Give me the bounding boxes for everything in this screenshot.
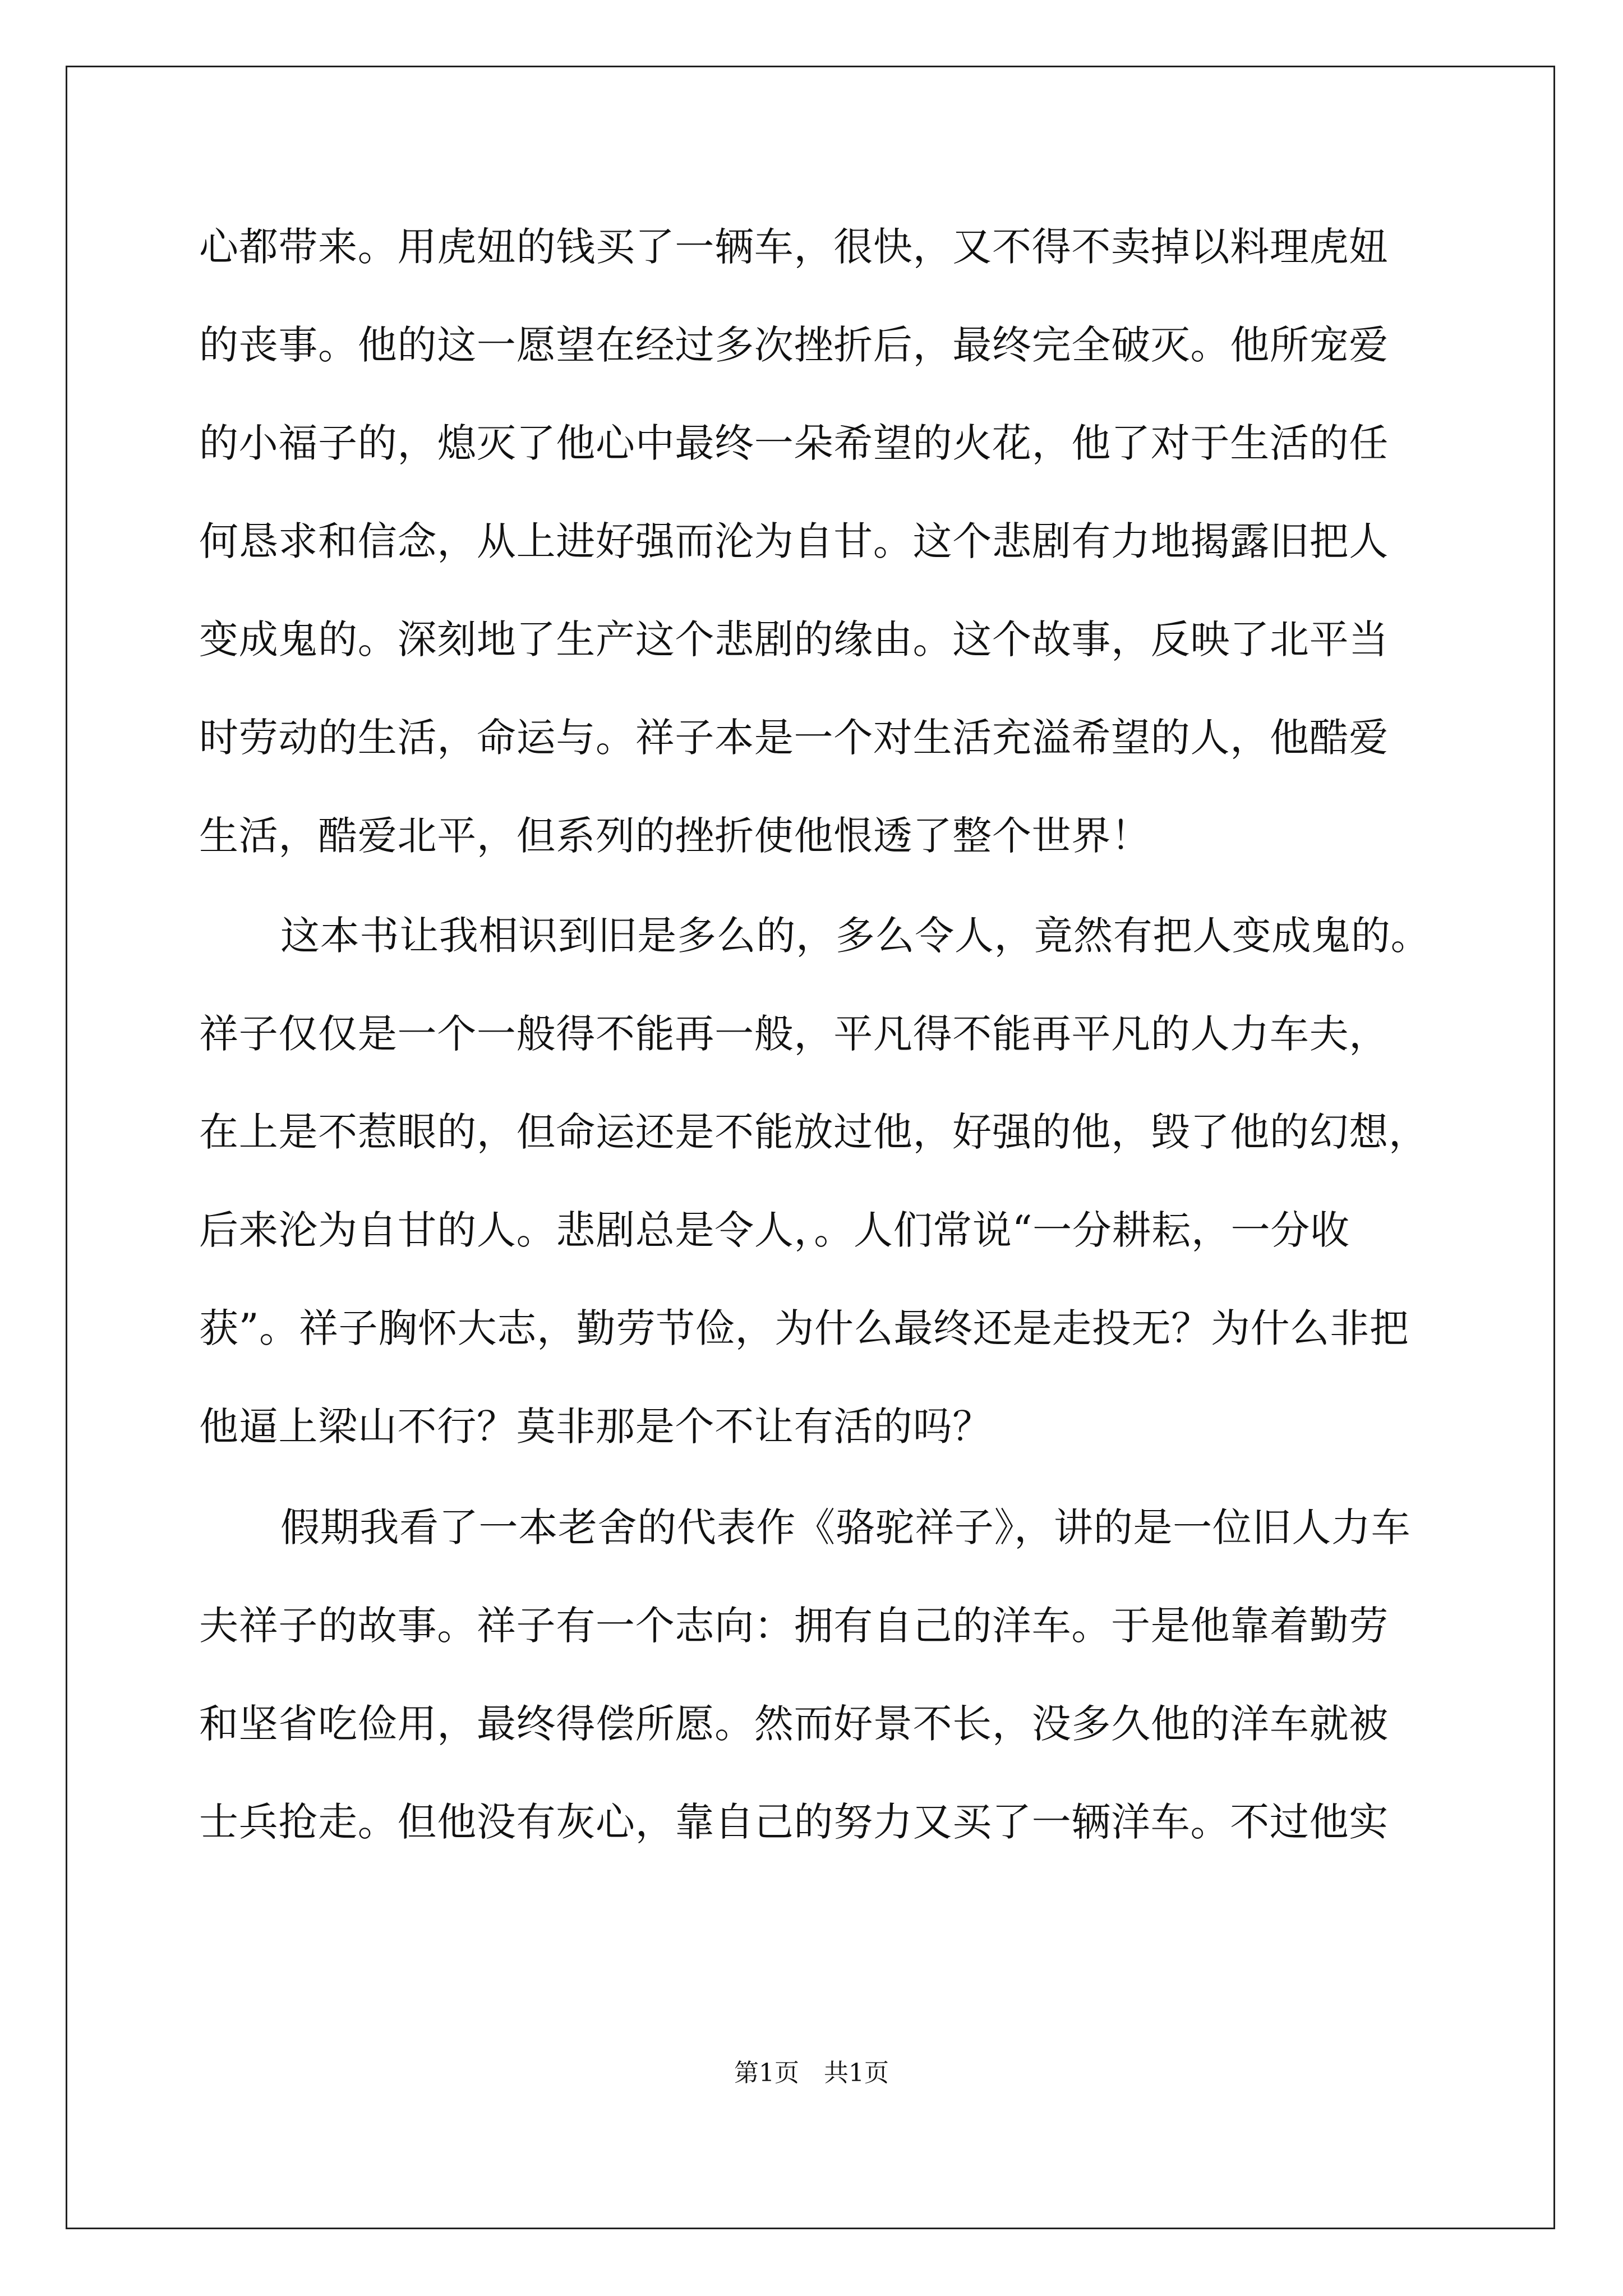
- body-text-line: 后来沦为自甘的人。悲剧总是令人，。人们常说“一分耕耘，一分收: [199, 1207, 1350, 1253]
- paragraph-first-line: 这本书让我相识到旧是多么的，多么令人，竟然有把人变成鬼的。: [280, 913, 1431, 959]
- body-text-line: 在上是不惹眼的，但命运还是不能放过他，好强的他，毁了他的幻想，: [199, 1109, 1428, 1155]
- body-text-line: 他逼上梁山不行？莫非那是个不让有活的吗？: [199, 1404, 992, 1450]
- body-text-line: 时劳动的生活，命运与。祥子本是一个对生活充溢希望的人，他酷爱: [199, 715, 1389, 761]
- body-text-line: 变成鬼的。深刻地了生产这个悲剧的缘由。这个故事，反映了北平当: [199, 616, 1389, 662]
- page-number: 第1页 共1页: [734, 2059, 889, 2087]
- body-text-line: 生活，酷爱北平，但系列的挫折使他恨透了整个世界！: [199, 813, 1151, 859]
- paragraph-first-line: 假期我看了一本老舍的代表作《骆驼祥子》，讲的是一位旧人力车: [280, 1504, 1411, 1550]
- body-text-line: 的小福子的，熄灭了他心中最终一朵希望的火花，他了对于生活的任: [199, 420, 1389, 466]
- body-text-line: 何恳求和信念，从上进好强而沦为自甘。这个悲剧有力地揭露旧把人: [199, 518, 1389, 564]
- body-text-line: 心都带来。用虎妞的钱买了一辆车，很快，又不得不卖掉以料理虎妞: [199, 224, 1389, 270]
- body-text-line: 和坚省吃俭用，最终得偿所愿。然而好景不长，没多久他的洋车就被: [199, 1701, 1389, 1747]
- body-text-line: 祥子仅仅是一个一般得不能再一般，平凡得不能再平凡的人力车夫，: [199, 1011, 1389, 1057]
- body-text-line: 获”。祥子胸怀大志，勤劳节俭，为什么最终还是走投无？为什么非把: [199, 1305, 1409, 1351]
- body-text-line: 的丧事。他的这一愿望在经过多次挫折后，最终完全破灭。他所宠爱: [199, 322, 1389, 368]
- body-text-line: 夫祥子的故事。祥子有一个志向：拥有自己的洋车。于是他靠着勤劳: [199, 1603, 1389, 1649]
- body-text-line: 士兵抢走。但他没有灰心，靠自己的努力又买了一辆洋车。不过他实: [199, 1799, 1389, 1845]
